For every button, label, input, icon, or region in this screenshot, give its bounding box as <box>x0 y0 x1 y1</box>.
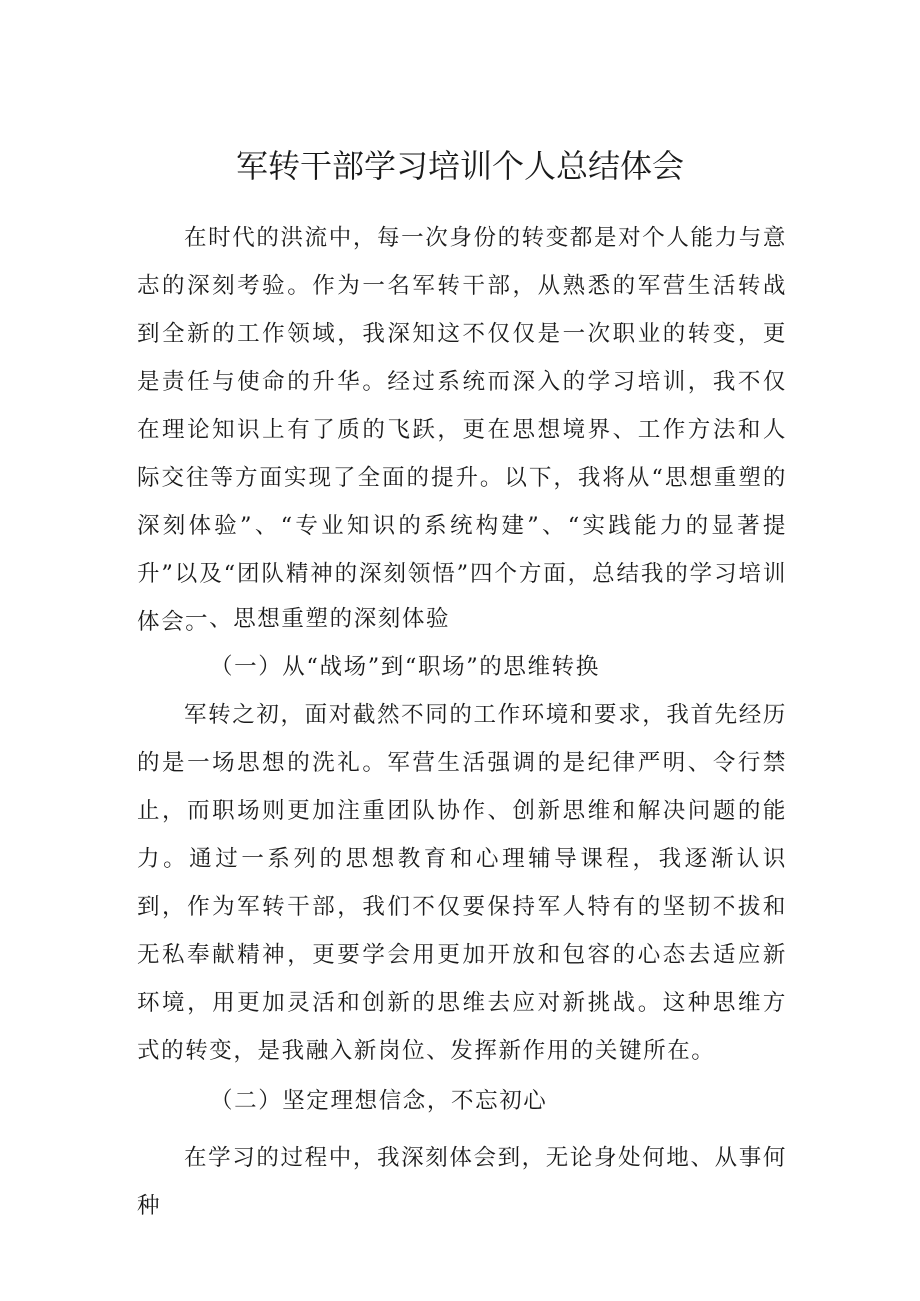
subsection-1-section <box>137 691 787 1075</box>
subsection-heading-1: （一）从“战场”到“职场”的思维转换 <box>210 654 600 680</box>
document-title: 军转干部学习培训个人总结体会 <box>235 147 684 185</box>
intro-paragraph: 在时代的洪流中，每一次身份的转变都是对个人能力与意志的深刻考验。作为一名军转干部，从熟悉的军营生活转战到全新的工作领域，我深知这不仅仅是一次职业的转变，更是责任与使命的升华。经过系统而深入的学习培训，我不仅在理论知识上有了质的飞跃，更在思想境界、工作方法和人际交往等方面实现了全面的提升。以下，我将从“思想重塑的深刻体验”、“专业知识的系统构建”、“实践能力的显著提升”以及“团队精神的深刻领悟”四个方面，总结我的学习培训体会。 <box>137 225 787 635</box>
subsection-heading-2: （二）坚定理想信念，不忘初心 <box>210 1088 548 1114</box>
section-heading-1: 一、思想重塑的深刻体验 <box>185 606 451 632</box>
subsection-1-paragraph: 军转之初，面对截然不同的工作环境和要求，我首先经历的是一场思想的洗礼。军营生活强调的是纪律严明、令行禁止，而职场则更加注重团队协作、创新思维和解决问题的能力。通过一系列的思想教育和心理辅导课程，我逐渐认识到，作为军转干部，我们不仅要保持军人特有的坚韧不拔和无私奉献精神，更要学会用更加开放和包容的心态去适应新环境，用更加灵活和创新的思维去应对新挑战。这种思维方式的转变，是我融入新岗位、发挥新作用的关键所在。 <box>137 702 787 1064</box>
subsection-2-paragraph: 在学习的过程中，我深刻体会到，无论身处何地、从事何种 <box>137 1145 787 1219</box>
subsection-2-section <box>137 1134 787 1230</box>
intro-section <box>137 214 787 646</box>
